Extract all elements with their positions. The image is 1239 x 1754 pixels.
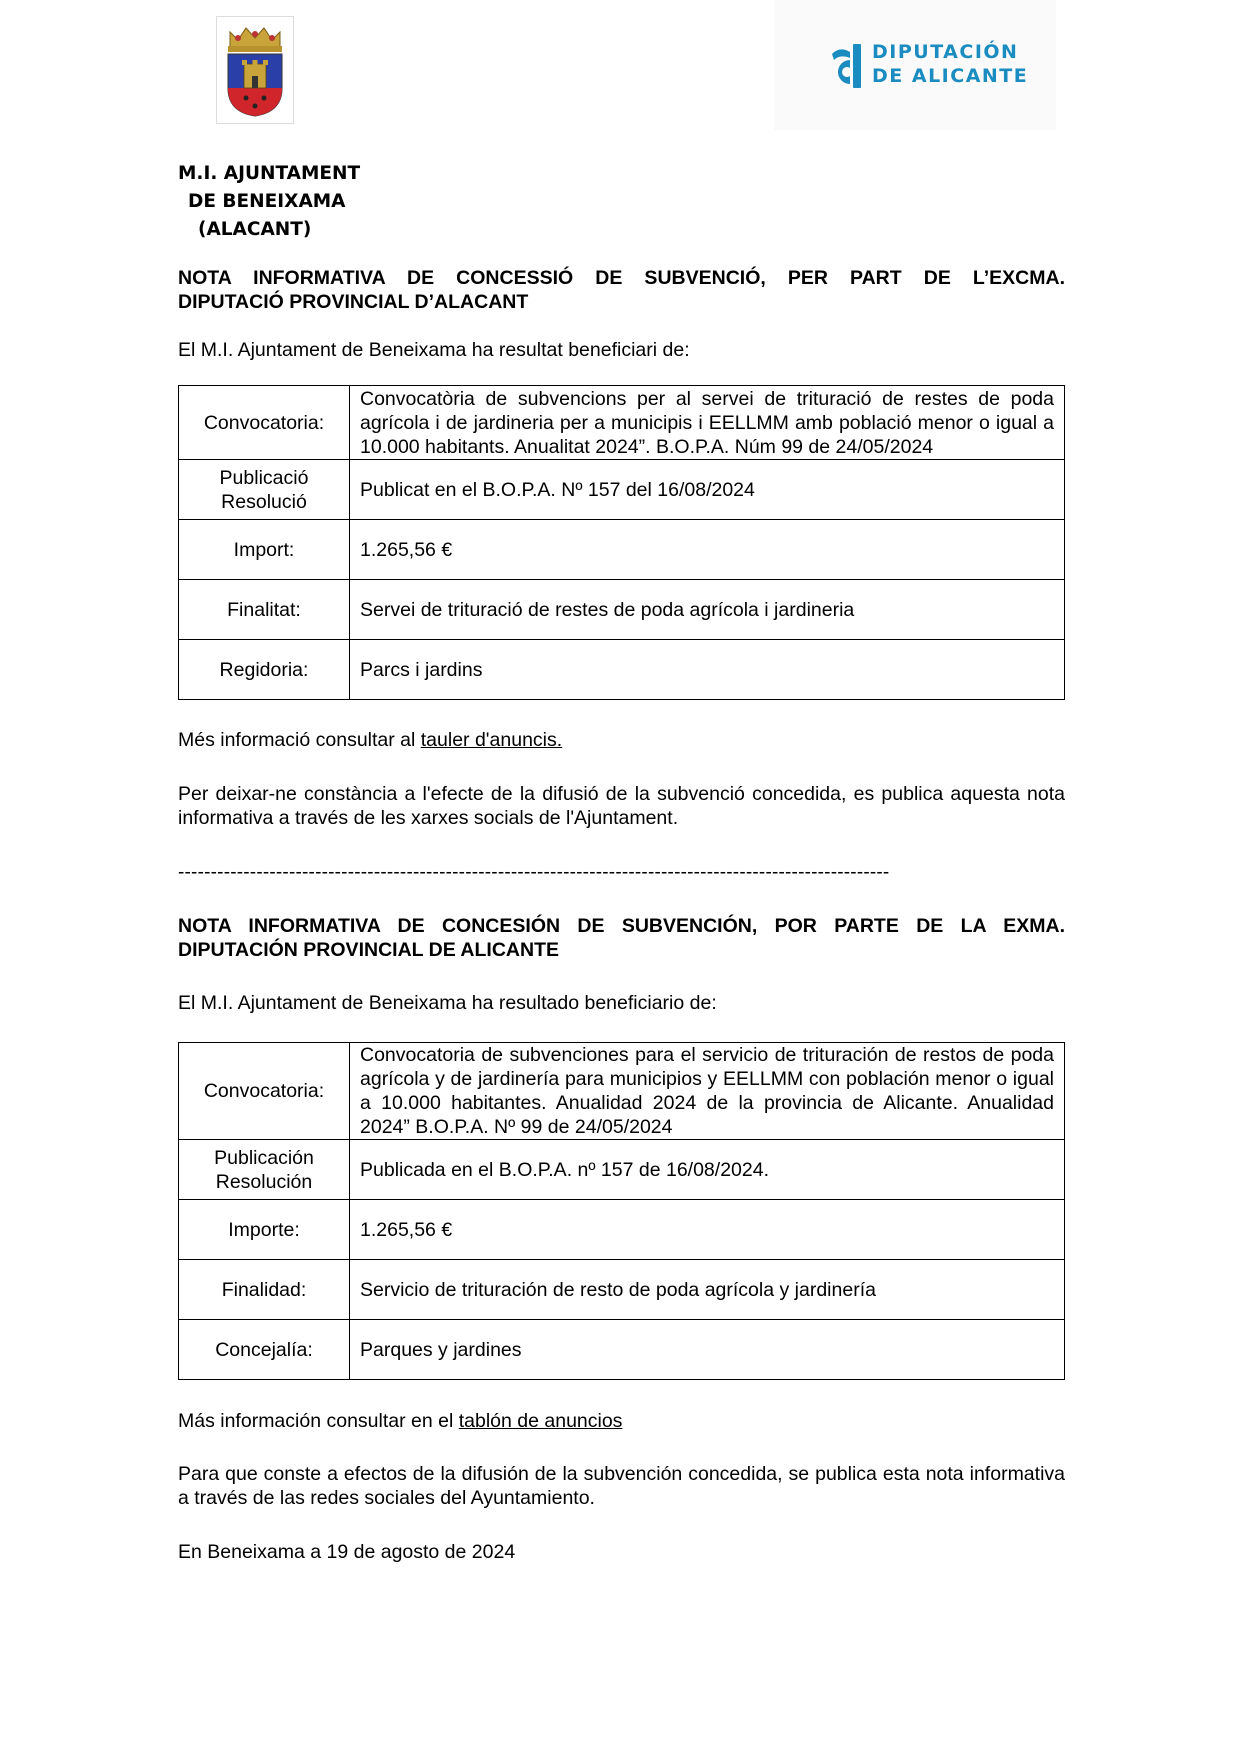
tauler-anuncis-link[interactable]: tauler d'anuncis. xyxy=(420,729,563,751)
table-value: Parcs i jardins xyxy=(350,640,1065,700)
table-value: Parques y jardines xyxy=(350,1320,1065,1380)
date-line: En Beneixama a 19 de agosto de 2024 xyxy=(178,1541,516,1563)
valencian-more-info xyxy=(178,728,1065,752)
table-value: Publicat en el B.O.P.A. Nº 157 del 16/08/2024 xyxy=(350,460,1065,520)
table-value: 1.265,56 € xyxy=(350,520,1065,580)
table-row xyxy=(179,386,1065,460)
beneixama-coat-of-arms-icon xyxy=(216,16,294,124)
table-value: Publicada en el B.O.P.A. nº 157 de 16/08/2024. xyxy=(350,1140,1065,1200)
table-label: Concejalía: xyxy=(179,1320,350,1380)
table-label: Regidoria: xyxy=(179,640,350,700)
ajuntament-header xyxy=(178,160,360,244)
spanish-more-info xyxy=(178,1409,1065,1433)
valencian-heading-line1: NOTA INFORMATIVA DE CONCESSIÓ DE SUBVENCIÓ, PER PART DE L’EXCMA. xyxy=(178,267,1065,289)
spanish-closing: Para que conste a efectos de la difusión de la subvención concedida, se publica esta nota informativa a través de las redes sociales del Ayuntamiento. xyxy=(178,1463,1065,1509)
tablon-anuncios-link[interactable]: tablón de anuncios xyxy=(458,1410,623,1432)
diputacion-logo-line2: DE ALICANTE xyxy=(872,65,1029,87)
table-value: Servicio de trituración de resto de poda agrícola y jardinería xyxy=(350,1260,1065,1320)
table-label: Finalitat: xyxy=(179,580,350,640)
more-info-prefix: Més informació consultar al xyxy=(178,729,421,751)
table-row xyxy=(179,1043,1065,1140)
table-label: Convocatoria: xyxy=(179,386,350,460)
table-value: Convocatoria de subvenciones para el servicio de trituración de restos de poda agrícola y de jardinería para municipios y EELLMM con población menor o igual a 10.000 habitantes. Anualidad 2024 de la provincia de Alicante. Anualidad 2024” B.O.P.A. Nº 99 de 24/05/2024 xyxy=(350,1043,1065,1140)
table-row xyxy=(179,1200,1065,1260)
table-row xyxy=(179,1320,1065,1380)
table-value: Servei de trituració de restes de poda agrícola i jardineria xyxy=(350,580,1065,640)
valencian-intro: El M.I. Ajuntament de Beneixama ha resultat beneficiari de: xyxy=(178,339,690,361)
table-row xyxy=(179,640,1065,700)
valencian-table xyxy=(178,385,1065,700)
table-value: Convocatòria de subvencions per al servei de trituració de restes de poda agrícola i de jardineria per a municipis i EELLMM amb població menor o igual a 10.000 habitants. Anualitat 2024”. B.O.P.A. Núm 99 de 24/05/2024 xyxy=(350,386,1065,460)
ajuntament-line2: DE BENEIXAMA xyxy=(188,191,346,212)
diputacion-a-logo-icon xyxy=(826,44,870,88)
diputacion-logo-text xyxy=(872,40,1028,88)
diputacion-logo-line1: DIPUTACIÓN xyxy=(872,41,1019,63)
spanish-heading xyxy=(178,914,1065,962)
table-row xyxy=(179,520,1065,580)
table-label: Publicación Resolución xyxy=(179,1140,350,1200)
more-info-prefix: Más información consultar en el xyxy=(178,1410,459,1432)
table-label: Publicació Resolució xyxy=(179,460,350,520)
ajuntament-line1: M.I. AJUNTAMENT xyxy=(178,163,361,184)
valencian-closing: Per deixar-ne constància a l'efecte de la difusió de la subvenció concedida, es publica aquesta nota informativa a través de les xarxes socials de l'Ajuntament. xyxy=(178,783,1065,829)
valencian-heading-line2: DIPUTACIÓ PROVINCIAL D’ALACANT xyxy=(178,291,529,313)
table-label: Import: xyxy=(179,520,350,580)
table-label: Importe: xyxy=(179,1200,350,1260)
table-row xyxy=(179,1140,1065,1200)
spanish-heading-line1: NOTA INFORMATIVA DE CONCESIÓN DE SUBVENCIÓN, POR PARTE DE LA EXMA. xyxy=(178,915,1065,937)
ajuntament-line3: (ALACANT) xyxy=(198,219,312,240)
spanish-heading-line2: DIPUTACIÓN PROVINCIAL DE ALICANTE xyxy=(178,939,559,961)
table-row xyxy=(179,460,1065,520)
spanish-intro: El M.I. Ajuntament de Beneixama ha resultado beneficiario de: xyxy=(178,992,717,1014)
table-label: Finalidad: xyxy=(179,1260,350,1320)
table-label: Convocatoria: xyxy=(179,1043,350,1140)
spanish-table xyxy=(178,1042,1065,1380)
diputacion-logo xyxy=(774,0,1056,130)
section-separator: ------------------------------------------------------------------------------------------------------------- xyxy=(178,862,890,883)
table-value: 1.265,56 € xyxy=(350,1200,1065,1260)
valencian-heading xyxy=(178,266,1065,314)
table-row xyxy=(179,580,1065,640)
table-row xyxy=(179,1260,1065,1320)
